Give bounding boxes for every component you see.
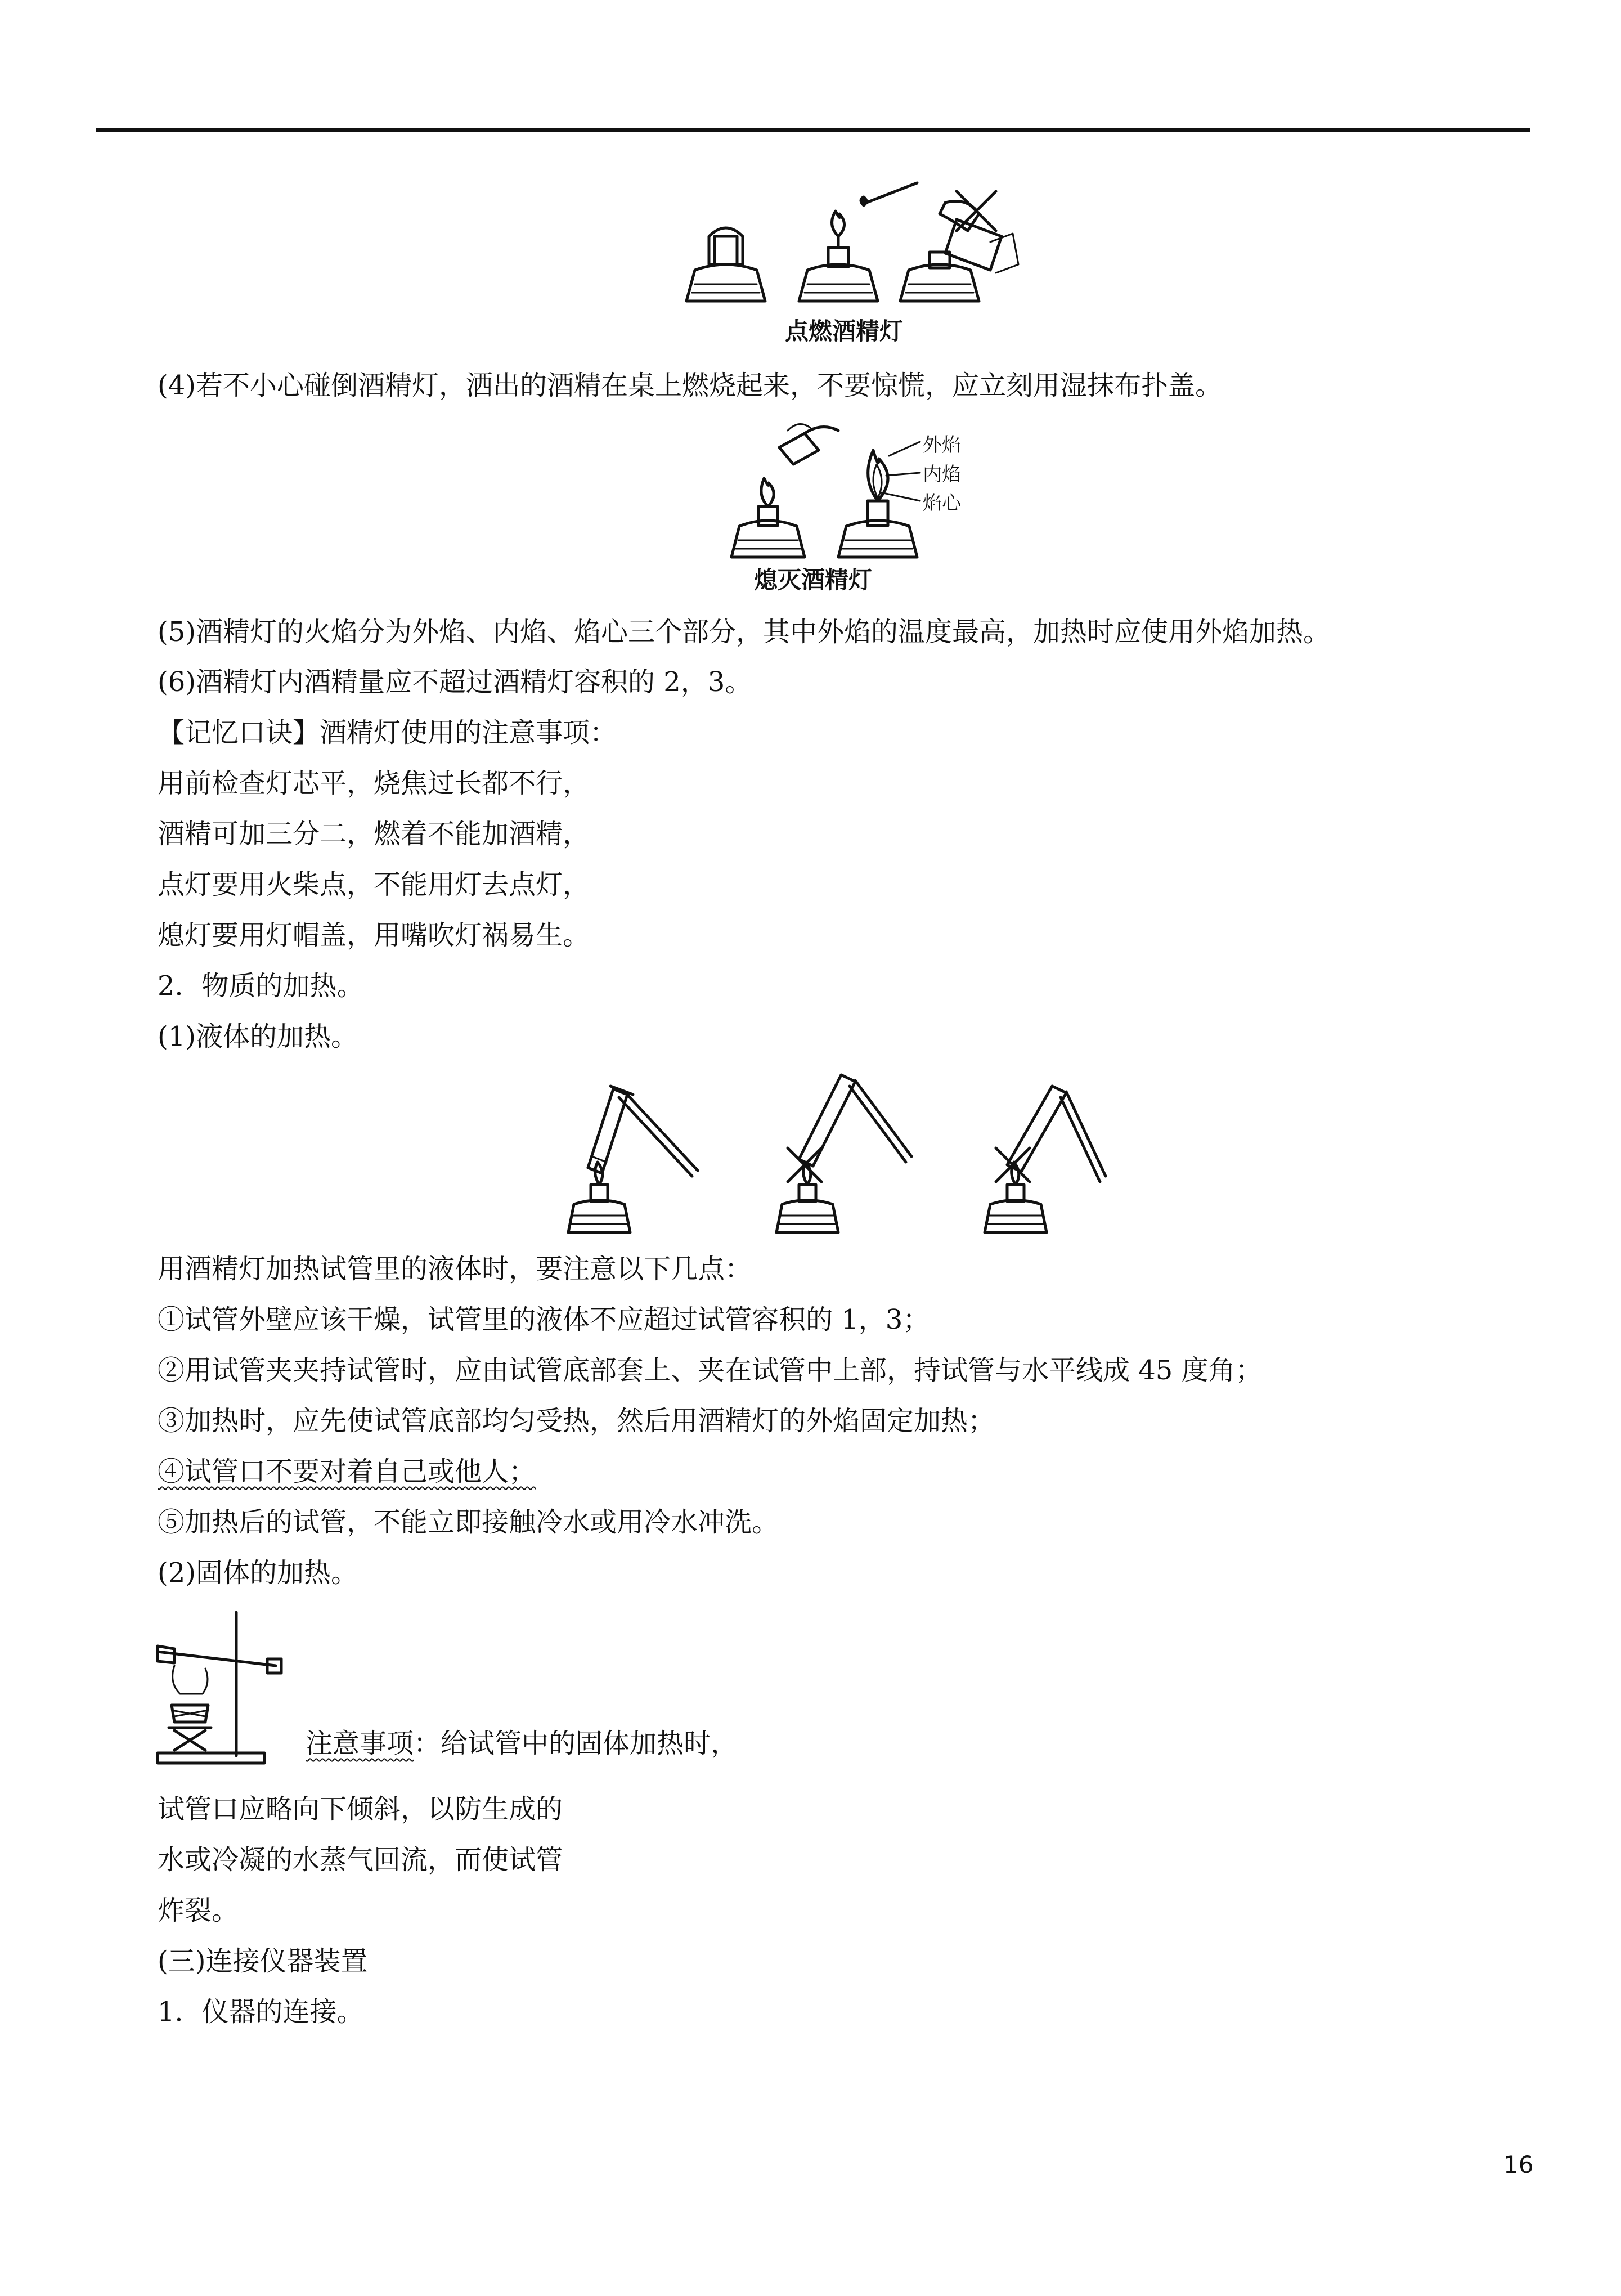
solid-note-label: 注意事项 bbox=[306, 1728, 414, 1759]
liquid-point-1: ①试管外壁应该干燥，试管里的液体不应超过试管容积的 1，3； bbox=[158, 1304, 930, 1335]
paragraph-5: (5)酒精灯的火焰分为外焰、内焰、焰心三个部分，其中外焰的温度最高，加热时应使用外焰加热。 bbox=[158, 616, 1330, 648]
header-rule bbox=[96, 128, 1530, 132]
section-3-1-heading: 1．仪器的连接。 bbox=[158, 1996, 364, 2028]
iron-stand-drawing bbox=[158, 1612, 281, 1763]
liquid-heating-intro: 用酒精灯加热试管里的液体时，要注意以下几点： bbox=[158, 1253, 752, 1285]
inner-flame-label: 内焰 bbox=[923, 463, 961, 486]
memory-title: 【记忆口诀】酒精灯使用的注意事项： bbox=[158, 717, 617, 748]
flame-layers-lamp-drawing bbox=[838, 442, 920, 557]
outer-flame-label: 外焰 bbox=[923, 434, 961, 456]
solid-heating-heading: (2)固体的加热。 bbox=[158, 1557, 358, 1589]
wrong-heating-drawing-1 bbox=[776, 1075, 911, 1232]
solid-note-line: 炸裂。 bbox=[158, 1895, 239, 1926]
section-2-heading: 2．物质的加热。 bbox=[158, 970, 364, 1002]
memory-line: 点灯要用火柴点，不能用灯去点灯， bbox=[158, 869, 590, 900]
liquid-heating-heading: (1)液体的加热。 bbox=[158, 1021, 358, 1052]
solid-note-first-line bbox=[306, 1727, 738, 1760]
wrong-lighting-drawing bbox=[900, 191, 1018, 301]
wrong-heating-drawing-2 bbox=[985, 1086, 1106, 1232]
extinguish-caption: 熄灭酒精灯 bbox=[754, 566, 873, 594]
memory-line: 熄灯要用灯帽盖，用嘴吹灯祸易生。 bbox=[158, 920, 590, 951]
capped-lamp-drawing bbox=[686, 228, 765, 301]
correct-heating-drawing bbox=[568, 1086, 698, 1232]
solid-note-line: 水或冷凝的水蒸气回流，而使试管 bbox=[158, 1844, 563, 1876]
lamp-being-capped-drawing bbox=[731, 424, 838, 557]
liquid-point-4: ④试管口不要对着自己或他人； bbox=[158, 1456, 536, 1487]
memory-line: 用前检查灯芯平，烧焦过长都不行， bbox=[158, 768, 590, 799]
paragraph-4: (4)若不小心碰倒酒精灯，洒出的酒精在桌上燃烧起来，不要惊慌，应立刻用湿抹布扑盖。 bbox=[158, 370, 1222, 401]
flame-core-label: 焰心 bbox=[923, 492, 961, 514]
liquid-point-2: ②用试管夹夹持试管时，应由试管底部套上、夹在试管中上部，持试管与水平线成 45 度角； bbox=[158, 1355, 1263, 1386]
section-3-heading: (三)连接仪器装置 bbox=[158, 1945, 368, 1977]
ignite-lamp-figure bbox=[675, 180, 1024, 315]
liquid-point-5: ⑤加热后的试管，不能立即接触冷水或用冷水冲洗。 bbox=[158, 1506, 779, 1538]
ignite-caption: 点燃酒精灯 bbox=[785, 317, 904, 345]
solid-heating-figure bbox=[152, 1609, 287, 1767]
paragraph-6: (6)酒精灯内酒精量应不超过酒精灯容积的 2，3。 bbox=[158, 666, 752, 698]
page-number: 16 bbox=[1503, 2151, 1534, 2178]
solid-note-line: 试管口应略向下倾斜，以防生成的 bbox=[158, 1793, 563, 1825]
lit-lamp-drawing bbox=[799, 183, 917, 301]
memory-line: 酒精可加三分二，燃着不能加酒精， bbox=[158, 818, 590, 850]
solid-note-text: ：给试管中的固体加热时， bbox=[414, 1728, 738, 1759]
liquid-heating-figure bbox=[557, 1064, 1131, 1244]
liquid-point-3: ③加热时，应先使试管底部均匀受热，然后用酒精灯的外焰固定加热； bbox=[158, 1405, 995, 1437]
